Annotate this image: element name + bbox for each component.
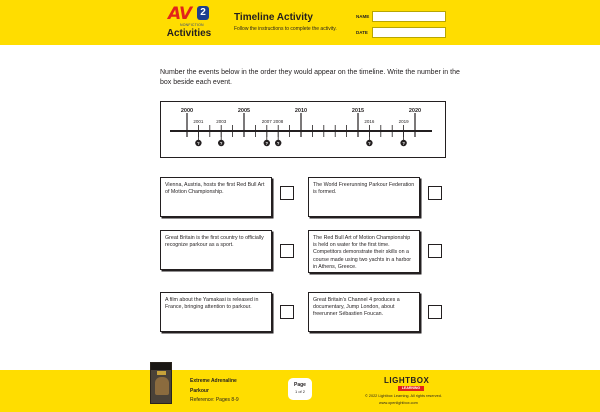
- timeline-minor-label-2007: 2007: [261, 119, 272, 124]
- timeline-marker-label-2008: ?: [276, 140, 280, 146]
- timeline-major-label-2005: 2005: [237, 108, 251, 114]
- page-title: Timeline Activity: [234, 12, 313, 23]
- timeline: [160, 101, 446, 158]
- name-field[interactable]: [372, 11, 446, 22]
- timeline-minor-label-2019: 2019: [398, 119, 409, 124]
- page-indicator: [288, 378, 312, 400]
- answer-box-1[interactable]: [280, 186, 294, 200]
- event-card-2: The World Freerunning Parkour Federation is formed.: [308, 177, 420, 217]
- event-card-6: Great Britain's Channel 4 produces a documentary, Jump London, about freerunner Sébastien Foucan.: [308, 292, 420, 332]
- timeline-major-label-2020: 2020: [408, 108, 422, 114]
- lightbox-logo: LIGHTBOX: [384, 376, 430, 385]
- logo-text: AV: [168, 4, 192, 24]
- logo-number-badge: 2: [197, 6, 209, 20]
- av2-logo: [164, 4, 214, 42]
- name-label: NAME: [356, 14, 370, 19]
- event-card-1: Vienna, Austria, hosts the first Red Bull Art of Motion Championship.: [160, 177, 272, 217]
- timeline-major-label-2010: 2010: [294, 108, 308, 114]
- book-title: Parkour: [190, 388, 209, 394]
- section-label: Activities: [166, 28, 212, 39]
- copyright-text: © 2022 Lightbox Learning. All rights reserved.: [365, 394, 442, 398]
- timeline-minor-label-2001: 2001: [193, 119, 204, 124]
- page-subtitle: Follow the instructions to complete the activity.: [234, 26, 337, 32]
- page-reference: Reference: Pages 8-9: [190, 397, 239, 403]
- answer-box-2[interactable]: [428, 186, 442, 200]
- event-card-4: The Red Bull Art of Motion Championship is held on water for the first time. Competitors demonstrate their skills on a course made using two yachts in a harbor in Athens, Greece.: [308, 230, 420, 273]
- answer-box-6[interactable]: [428, 305, 442, 319]
- timeline-minor-label-2016: 2016: [364, 119, 375, 124]
- event-card-5: A film about the Yamakasi is released in France, bringing attention to parkour.: [160, 292, 272, 332]
- book-cover-thumbnail: [150, 362, 172, 404]
- timeline-marker-label-2019: ?: [402, 140, 405, 146]
- timeline-major-label-2000: 2000: [180, 108, 194, 114]
- logo-subtext: NONFICTION: [180, 23, 204, 27]
- website-url: www.openlightbox.com: [379, 401, 418, 405]
- timeline-minor-label-2003: 2003: [216, 119, 227, 124]
- timeline-minor-label-2008: 2008: [273, 119, 284, 124]
- page-number: 1 of 2: [294, 389, 305, 394]
- series-title: Extreme Adrenaline: [190, 378, 237, 384]
- timeline-marker-label-2007: ?: [265, 140, 269, 146]
- timeline-marker-label-2003: ?: [219, 140, 223, 146]
- instructions-text: Number the events below in the order they would appear on the timeline. Write the number in the box beside each event.: [160, 69, 460, 86]
- page-label: Page: [294, 382, 306, 388]
- timeline-marker-label-2001: ?: [197, 140, 200, 146]
- answer-box-5[interactable]: [280, 305, 294, 319]
- lightbox-learning-badge: LEARNING: [398, 386, 424, 391]
- answer-box-4[interactable]: [428, 244, 442, 258]
- event-card-3: Great Britain is the first country to officially recognize parkour as a sport.: [160, 230, 272, 270]
- answer-box-3[interactable]: [280, 244, 294, 258]
- timeline-marker-label-2016: ?: [368, 140, 371, 146]
- timeline-major-label-2015: 2015: [351, 108, 365, 114]
- date-label: DATE: [356, 30, 368, 35]
- date-field[interactable]: [372, 27, 446, 38]
